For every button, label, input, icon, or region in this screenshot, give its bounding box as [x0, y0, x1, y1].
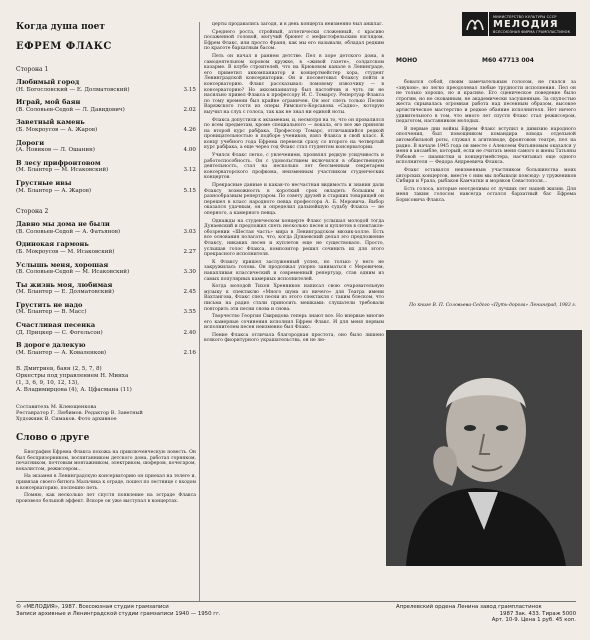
essay-heading: Слово о друге — [16, 433, 90, 443]
artist-name: ЕФРЕМ ФЛАКС — [16, 41, 112, 52]
track-title: Одинокая гармонь — [16, 240, 89, 249]
track-credit: (М. Блантер — В. Масс) — [16, 309, 87, 316]
track-credit: (М. Блантер — М. Исаковский) — [16, 167, 109, 174]
logo-firm: ВСЕСОЮЗНАЯ ФИРМА ГРАМПЛАСТИНОК — [493, 29, 571, 34]
paragraph: Флакс оставался неизменным участником большинства моих авторских концертов, вместе с ним мы побывали повсюду: у тружеников Сибири и Урала, рыбаков Камчатки и моряков Севастополя... — [396, 167, 576, 185]
track-credit: (М. Блантер — А. Жаров) — [16, 187, 92, 194]
track-title: В лесу прифронтовом — [16, 158, 101, 167]
track-time: 3.12 — [183, 167, 196, 174]
staff-line: Реставратор Г. Любимов. Редактор В. Заветный — [16, 410, 143, 417]
copyright-line: Записи архивные и Ленинградской студии грамзаписи 1940 — 1950 гг. — [16, 610, 221, 617]
paragraph: К Флаксу пришел заслуженный успех, но только у него не закружилась голова. Он продолжал упорно заниматься с Меровичем, накапливая классический и современный репертуар, став одним из самых популярных камерных исполнителей. — [204, 259, 384, 282]
track-time: 4.00 — [183, 147, 196, 154]
track-credit: (Н. Богословский — Е. Долматовский) — [16, 86, 130, 93]
track-item — [16, 140, 196, 154]
paragraph: Флакса допустили к экзаменам, и, несмотря на то, что он провалился по всем предметам, кроме специального — вокала, его все же приняли на второй курс рабфака. Профессор Томарс, отличавшийся редкой проницательностью в подборе учеников, взял Флакса в свой класс. К концу учебного года Ефрема перевели сразу со второго на четвертый курс рабфака, а еще через год Флакс стал студентом консерватории. — [204, 117, 384, 151]
track-item — [16, 160, 196, 174]
track-item — [16, 119, 196, 133]
track-item — [16, 241, 196, 255]
track-item — [16, 262, 196, 276]
track-title: Ты жизнь моя, любимая — [16, 280, 113, 289]
copyright-block — [16, 604, 386, 617]
track-credit: (Б. Мокроусов — М. Исаковский) — [16, 248, 115, 255]
track-title: Заветный камень — [16, 118, 85, 127]
track-time: 2.40 — [183, 329, 196, 336]
tracklist-column — [16, 22, 196, 422]
essay-column-2 — [204, 22, 384, 602]
track-credit: (В. Соловьев-Седой — А. Фатьянов) — [16, 228, 121, 235]
essay-column-1 — [16, 450, 196, 506]
track-credit: (А. Новиков — Л. Ошанин) — [16, 147, 95, 154]
track-title: Дороги — [16, 138, 45, 147]
track-credit: (Д. Прицкер — С. Фогельсон) — [16, 329, 103, 336]
essay-column-3 — [396, 80, 576, 205]
melodiya-emblem-icon — [462, 12, 489, 36]
paragraph: Прекрасные данные и какая-то несчастная видимость и знания дали Флаксу возможность в короткий срок овладеть большим и разнообразным репертуаром. По совету друзей и старших товарищей он перешел в класс народного певца профессора А. Б. Меровича. Выбор оказался удачным, он и определил дальнейшую судьбу Флакса — не оперного, а камерного певца. — [204, 183, 384, 216]
staff-line: Художник В. Симаков. Фото архивное — [16, 416, 117, 423]
track-item — [16, 221, 196, 235]
bottom-rule — [16, 601, 576, 602]
track-time: 3.03 — [183, 228, 196, 235]
paragraph: Творчество Георгия Свиридова теперь знают все. Но впервые многие его камерные сочинения исполнил Ефрем Флакс. И для меня первым исполнителем песен неизменно был Флакс. — [204, 314, 384, 331]
track-credit: (М. Блантер — А. Коваленков) — [16, 349, 107, 356]
side-2-label: Сторона 2 — [16, 208, 49, 216]
track-item — [16, 282, 196, 296]
track-time: 2.02 — [183, 106, 196, 113]
logo-name: МЕЛОДИЯ — [493, 18, 559, 30]
paragraph: Пение Флакса отличала благородная простота, оно было лишено всякого фиоритурного украшательства, он не лю- — [204, 332, 384, 344]
side-1-tracks — [16, 79, 196, 194]
track-credit: (М. Блантер — Е. Долматовский) — [16, 289, 115, 296]
track-time: 4.26 — [183, 126, 196, 133]
album-title: Когда душа поет — [16, 22, 105, 32]
print-info-line: Апрелевский ордена Ленина завод грампластинок — [396, 604, 542, 610]
mono-label: МОНО — [396, 57, 418, 64]
track-title: Давно мы дома не были — [16, 220, 110, 229]
credits-staff — [16, 404, 196, 422]
paragraph: Учился Флакс легко, с увлечением, проявлял редкую усидчивость и работоспособность. Он с удовольствием включился в общественную деятельность, стал на несколько лет бессменным секретарем консерваторского профкома, неизменным участником студенческих концертов. — [204, 153, 384, 181]
track-title: Счастливая песенка — [16, 321, 96, 330]
track-item — [16, 79, 196, 93]
paragraph: Есть голоса, которые неотделимы от лучших лет нашей жизни. Для меня таким голосом навсегда остался бархатный бас Ефрема Борисовича Флакса. — [396, 186, 576, 203]
source-citation: По книге В. П. Соловьева-Седого «Путь-дорога» Ленинград, 1983 г. — [409, 303, 576, 308]
track-credit: (В. Соловьев-Седой — М. Исаковский) — [16, 269, 130, 276]
track-title: Грустные ивы — [16, 178, 72, 187]
performer-line: А. Владимирцова (4), А. Цфасмана (11) — [16, 387, 132, 394]
print-info-line: Арт. 10-9. Цена 1 руб. 45 коп. — [491, 617, 576, 624]
column-divider — [199, 22, 200, 602]
track-item — [16, 99, 196, 113]
paragraph: Однажды на студенческом концерте Флакс услышал молодой тогда Дунаевский и предложил спеть несколько песен и куплетов в спектакле-обозрении «Шестая часть» мира в Ленинградском мюзик-холле. Есть все основания полагать, что, когда Дунаевский делал это предложение Флаксу, никаких песен и куплетов еще не существовало. Просто, услышав голос Флакса, композитор решил сочинить их для этого прекрасного исполнителя. — [204, 218, 384, 258]
track-time: 3.55 — [183, 309, 196, 316]
track-item — [16, 322, 196, 336]
track-item — [16, 180, 196, 194]
track-time: 5.15 — [183, 187, 196, 194]
copyright-line: © «МЕЛОДИЯ», 1987. Всесоюзная студия грамзаписи — [16, 604, 169, 610]
paragraph: Биография Ефрема Флакса похожа на приключенческую повесть. Он был беспризорником, воспитанником детского дома, работал горняком, печатником, почтовым монтажником, электриком, шофером, кочегаром, вокалистом, режиссером... — [16, 450, 196, 472]
track-credit: (Б. Мокроусов — А. Жаров) — [16, 126, 98, 133]
track-title: Услышь меня, хорошая — [16, 260, 109, 269]
performer-line: В. Дмитриев, баян (2, 5, 7, 8) — [16, 366, 102, 373]
track-time: 2.16 — [183, 349, 196, 356]
track-title: Любимый город — [16, 78, 80, 86]
paragraph: Помню, как несколько лет спустя появление на эстраде Флакса произвело большой эффект. Вскоре он уже выступал в концертах. — [16, 493, 196, 504]
logo-ministry: МИНИСТЕРСТВО КУЛЬТУРЫ СССР — [493, 14, 557, 19]
performer-line: (1, 3, 6, 9, 10, 12, 13), — [16, 380, 80, 387]
staff-line: Составитель М. Клеющенкова — [16, 404, 97, 411]
print-info-block — [396, 604, 576, 624]
track-time: 3.15 — [183, 86, 196, 93]
paragraph: Когда молодой Тихон Хренников написал свою очаровательную музыку к спектаклю «Много шума из ничего» для Театра имени Вахтангова, Флакс спел песни из этого спектакля с таким блеском, что письма на радио стали приносить мешками: слушатели требовали повторить эти песни снова и снова. — [204, 284, 384, 312]
paragraph: бовался собой, своим замечательным голосом, не гнался за «звуком», но легко преодолевал любые трудности исполнения. Пел он не только хорошо, но и красиво. Его сценическое поведение было строгим, но не скованным, не академически засушенным. За скупостью жеста скрывалась огромная работа над песенным образом, высокое артистическое мастерство и редкое обаяние исполнителя. Нет ничего удивительного в том, что много лет спустя Флакс стал режиссером, педагогом, наставником молодых. — [396, 80, 576, 125]
track-time: 2.45 — [183, 289, 196, 296]
track-title: Грустить не надо — [16, 300, 83, 309]
print-info-line: 1987 Зак. 433. Тираж 5000 — [499, 610, 576, 617]
track-item — [16, 342, 196, 356]
side-2-tracks — [16, 221, 196, 356]
artist-portrait-photo — [386, 330, 582, 566]
paragraph: На экзамен в Ленинградскую консерваторию он приехал на телеге и, привязав своего битюга Мальчика к ограде, пошел по лестнице с входом в консерваторию, поспешно петь. — [16, 474, 196, 491]
paragraph: В первые дни войны Ефрем Флакс вступил в дивизию народного ополчения, был помощником командира взвода отдельной автомобильной роты, служил в агитвзводе, фронтовом театре, пел на радио. В начале 1945 года он вместе с Алексеем Фатьяновым оказался у меня в ансамбле, который, если не считать меня самого и жены Татьяны Рябовой — пианистки и концертмейстера, насчитывал еще одного исполнителя — Федора Андреевича Флакса. — [396, 126, 576, 166]
track-credit: (В. Соловьев-Седой — Л. Давидович) — [16, 106, 125, 113]
track-title: В дороге далекую — [16, 341, 86, 350]
track-time: 3.30 — [183, 269, 196, 276]
track-item — [16, 302, 196, 316]
paragraph: церты продавались загодя, и в день концерта неизменно был аншлаг. — [212, 22, 384, 27]
side-1-label: Сторона 1 — [16, 66, 49, 73]
track-time: 2.27 — [183, 248, 196, 255]
performer-line: Оркестры под управлением Н. Минха — [16, 373, 129, 380]
melodiya-logo — [462, 12, 576, 36]
paragraph: Среднего роста, стройный, атлетически сложенный, с красиво посаженной головой, могучий брюнет с мефистофельским взглядом, Ефрем Флакс, или просто Франя, как мы его называли, обладал редким по красоте бархатным басом. — [204, 29, 384, 52]
performers — [16, 366, 196, 394]
track-title: Играй, мой баян — [16, 98, 81, 107]
paragraph: Петь он начал в раннем детстве. Пел в хоре детского дома, в самодеятельном хоровом кружке, в «живой газете», солдатском казарме. В клубе строителей, что на Крюковом канале в Ленинграде, его приметил аккомпаниатор и концертмейстер хора, студент Ленинградской консерватории. Он и посоветовал Флаксу пойти в консерваторию. Флакс рассказывал: ломовому извозчику — в консерваторию? Но аккомпаниатор был настойчив и чуть ли не насильно привел Флакса к профессору И. С. Томарсу. Репертуар Флакса по тому времени был крайне ограничен. Он мог спеть только Песню Варяжского гостя из оперы Римского-Корсакова «Садко», которую выучил на слух с голоса, так как не знал ни единой ноты. — [204, 53, 384, 115]
catalog-number: М60 47713 004 — [482, 57, 534, 64]
